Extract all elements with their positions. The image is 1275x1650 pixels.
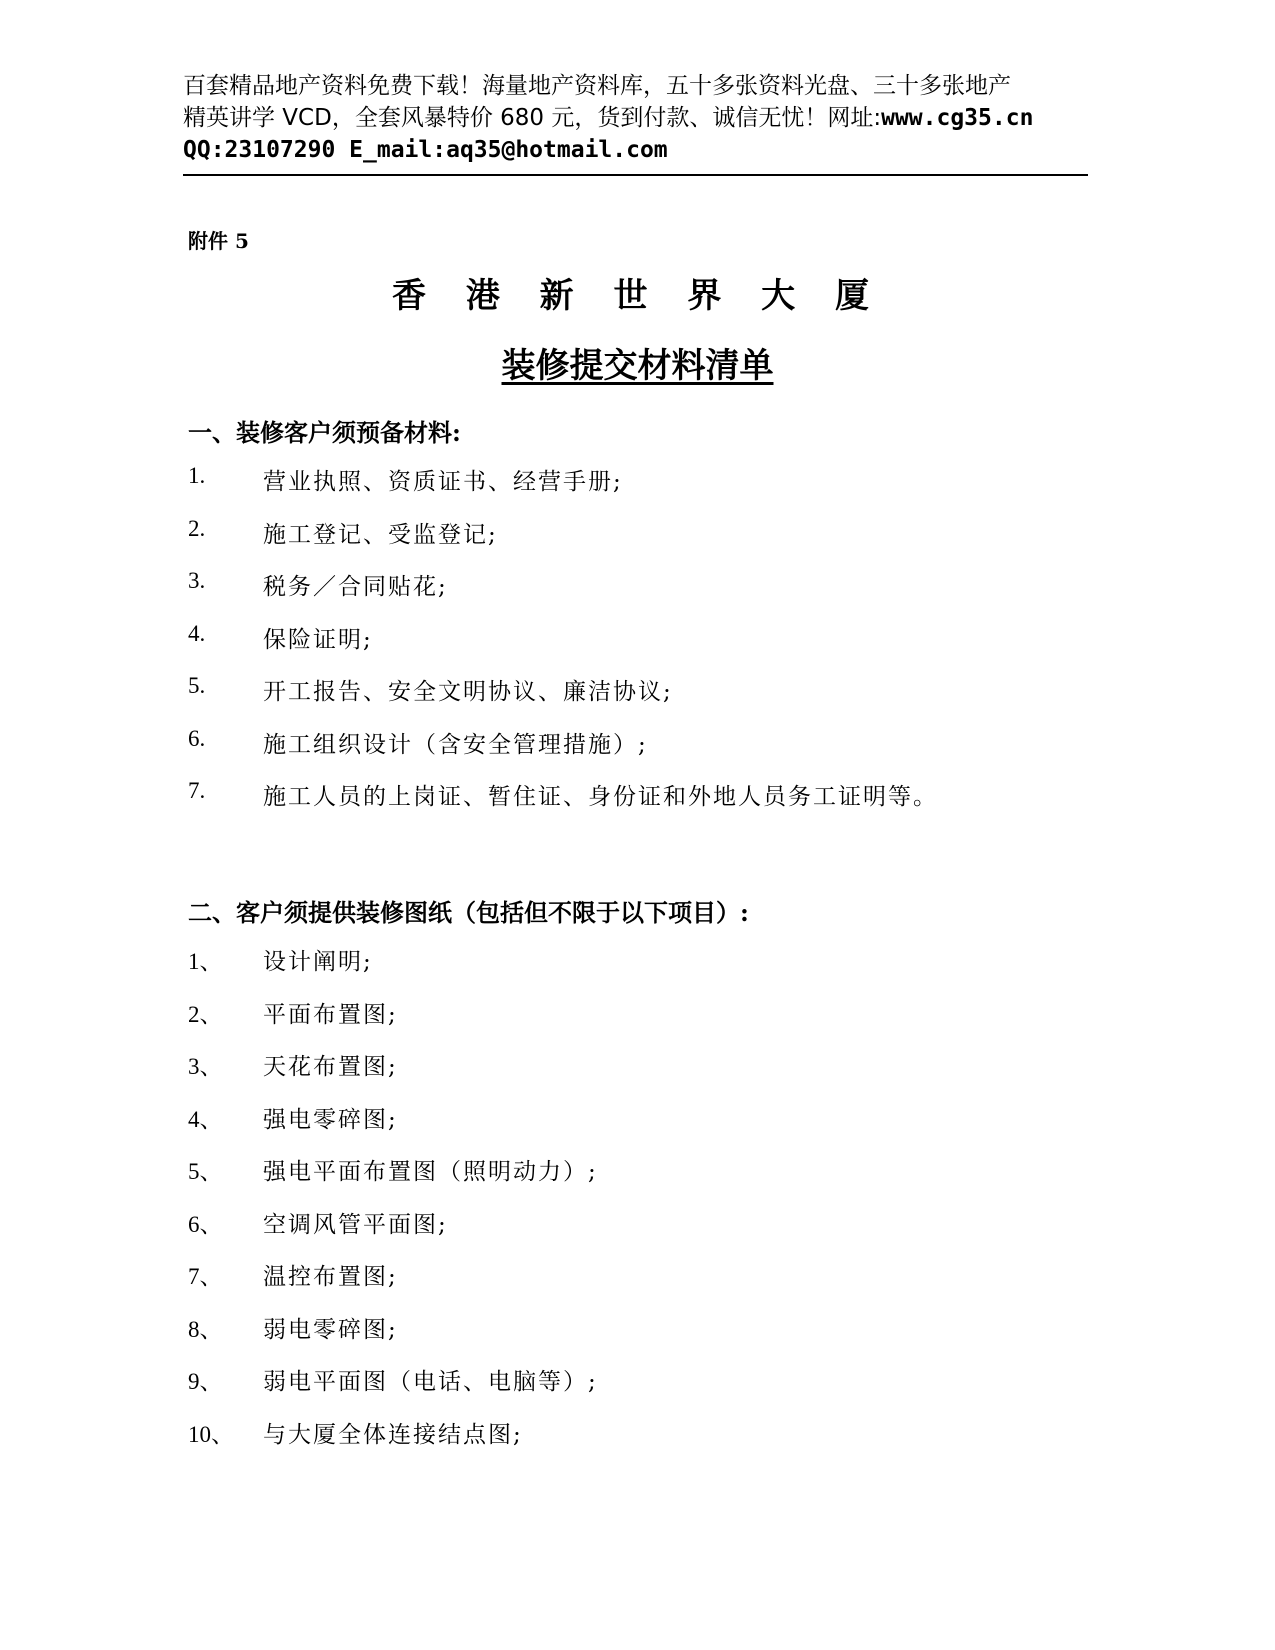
list-item (188, 726, 938, 779)
list-item-text: 弱电平面图（电话、电脑等）; (263, 1369, 598, 1395)
list-item-text: 施工人员的上岗证、暂住证、身份证和外地人员务工证明等。 (263, 784, 938, 810)
list-item (188, 463, 938, 516)
list-item-text: 施工登记、受监登记; (263, 521, 498, 548)
list-item (188, 943, 598, 996)
list-item-number: 5. (188, 673, 206, 698)
list-item-number: 3. (188, 568, 206, 593)
list-item-number: 7. (188, 778, 206, 803)
list-item-number: 2. (188, 515, 206, 541)
list-item-number: 1、 (188, 949, 223, 974)
list-item-text: 施工组织设计（含安全管理措施）; (263, 731, 648, 758)
attachment-label: 附件 5 (188, 229, 249, 253)
list-item (188, 1206, 598, 1259)
list-item (188, 1311, 598, 1364)
document-subtitle (0, 338, 1275, 387)
list-item-text: 营业执照、资质证书、经营手册; (263, 469, 623, 495)
list-item-number: 6. (188, 725, 206, 751)
list-item-number: 9、 (188, 1369, 223, 1394)
list-item-text: 天花布置图; (263, 1054, 398, 1080)
list-item (188, 1101, 598, 1154)
section-2-list (188, 943, 598, 1468)
list-item (188, 568, 938, 621)
page-header (183, 70, 1088, 176)
list-item-text: 设计阐明; (263, 949, 373, 975)
document-subtitle-text: 装修提交材料清单 (501, 346, 774, 386)
list-item-number: 5、 (188, 1159, 223, 1184)
header-contact-line: QQ:23107290 E_mail:aq35@hotmail.com (183, 137, 668, 163)
list-item-text: 强电平面布置图（照明动力）; (263, 1159, 598, 1185)
website-link[interactable]: www.cg35.cn (881, 105, 1034, 131)
list-item (188, 1416, 598, 1469)
list-item (188, 516, 938, 569)
list-item-number: 7、 (188, 1264, 223, 1289)
header-line-2 (183, 102, 1088, 134)
section-2-heading: 二、客户须提供装修图纸（包括但不限于以下项目）: (188, 898, 749, 927)
list-item-number: 3、 (188, 1054, 223, 1079)
list-item-text: 平面布置图; (263, 1001, 398, 1028)
list-item-text: 弱电零碎图; (263, 1316, 398, 1343)
list-item (188, 673, 938, 726)
list-item-text: 温控布置图; (263, 1264, 398, 1290)
list-item (188, 621, 938, 674)
list-item (188, 1048, 598, 1101)
list-item-number: 2、 (188, 1001, 223, 1027)
list-item (188, 1363, 598, 1416)
list-item (188, 778, 938, 831)
list-item-text: 保险证明; (263, 626, 373, 653)
header-line-2-text: 精英讲学 VCD，全套风暴特价 680 元，货到付款、诚信无忧！网址: (183, 105, 882, 131)
document-title: 香 港 新 世 界 大 厦 (391, 276, 884, 316)
section-1-heading: 一、装修客户须预备材料: (188, 418, 461, 447)
section-1-list (188, 463, 938, 831)
list-item-number: 8、 (188, 1316, 223, 1342)
list-item-number: 10、 (188, 1421, 234, 1447)
list-item-text: 强电零碎图; (263, 1106, 398, 1133)
list-item-text: 税务／合同贴花; (263, 574, 448, 600)
list-item-number: 4、 (188, 1106, 223, 1132)
list-item-number: 4. (188, 620, 206, 646)
list-item (188, 1258, 598, 1311)
list-item-text: 空调风管平面图; (263, 1211, 448, 1238)
list-item (188, 996, 598, 1049)
list-item-text: 开工报告、安全文明协议、廉洁协议; (263, 679, 673, 705)
header-line-1: 百套精品地产资料免费下载！海量地产资料库，五十多张资料光盘、三十多张地产 (183, 73, 1011, 99)
list-item-number: 6、 (188, 1211, 223, 1237)
list-item (188, 1153, 598, 1206)
list-item-text: 与大厦全体连接结点图; (263, 1421, 523, 1448)
list-item-number: 1. (188, 463, 206, 488)
